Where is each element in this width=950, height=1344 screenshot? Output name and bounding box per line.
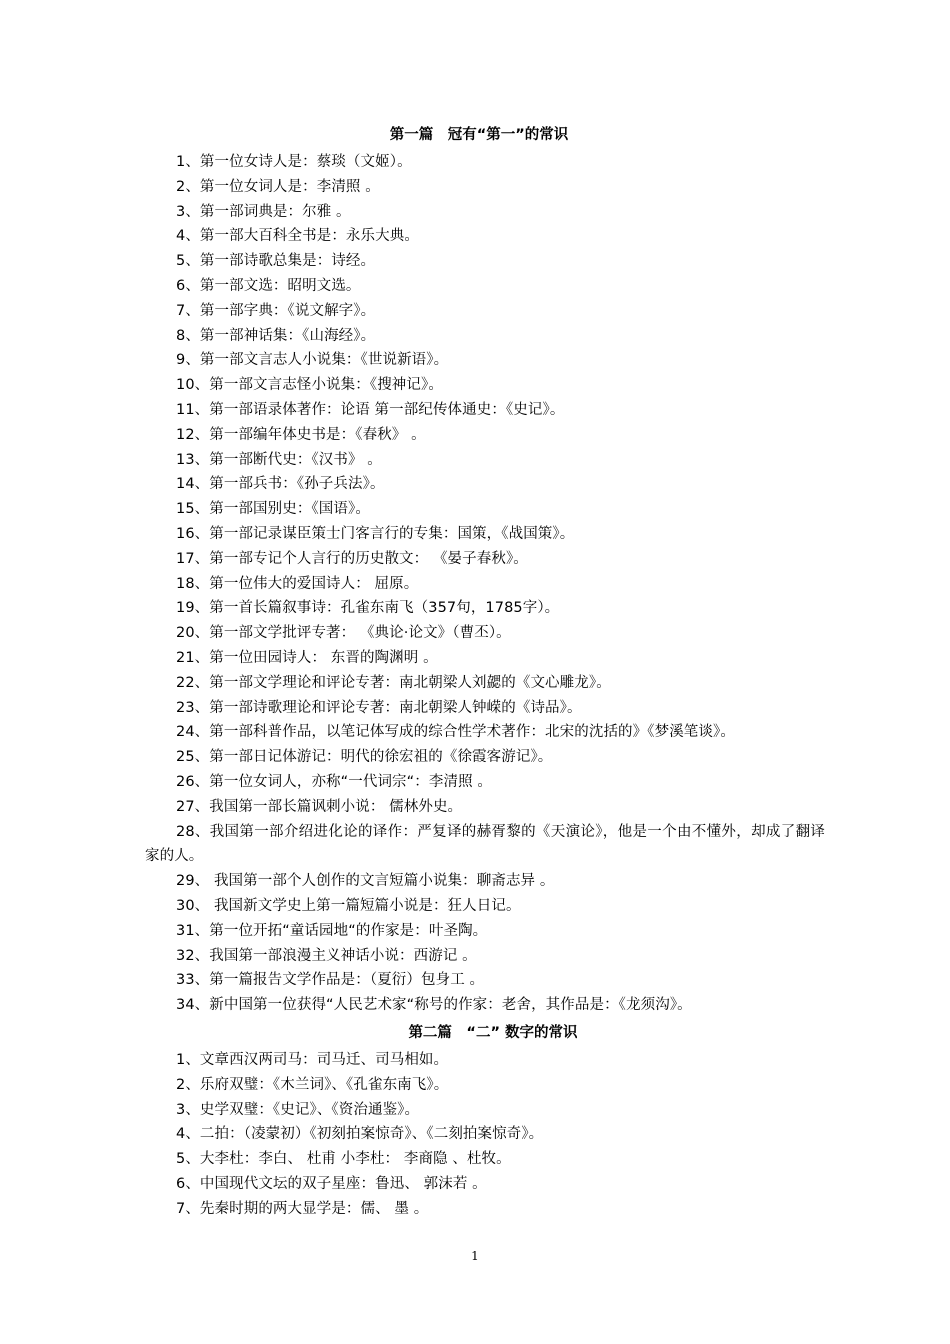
list-item: 33、第一篇报告文学作品是：（夏衍）包身工 。	[176, 972, 485, 989]
list-item: 3、第一部词典是：尔雅 。	[176, 203, 351, 220]
list-item: 32、我国第一部浪漫主义神话小说：西游记 。	[176, 947, 477, 964]
list-item: 23、第一部诗歌理论和评论专著：南北朝梁人钟嵘的《诗品》。	[176, 699, 582, 716]
list-item: 31、第一位开拓“童话园地“的作家是：叶圣陶。	[176, 922, 488, 939]
list-item: 22、第一部文学理论和评论专著：南北朝梁人刘勰的《文心雕龙》。	[176, 674, 611, 691]
list-item: 2、乐府双璧：《木兰词》、《孔雀东南飞》。	[176, 1076, 449, 1093]
list-item: 6、中国现代文坛的双子星座：鲁迅、 郭沫若 。	[176, 1175, 487, 1192]
list-item: 26、第一位女词人，亦称“一代词宗“：李清照 。	[176, 773, 492, 790]
list-item: 25、第一部日记体游记：明代的徐宏祖的《徐霞客游记》。	[176, 749, 553, 766]
list-item: 24、第一部科普作品，以笔记体写成的综合性学术著作：北宋的沈括的》《梦溪笔谈》。	[176, 724, 735, 741]
page-number: 1	[471, 1249, 479, 1263]
list-item: 17、第一部专记个人言行的历史散文： 《晏子春秋》。	[176, 550, 528, 567]
list-item: 13、第一部断代史：《汉书》 。	[176, 451, 382, 468]
list-item: 9、第一部文言志人小说集：《世说新语》。	[176, 352, 449, 369]
section-list-first	[145, 150, 825, 1018]
list-item: 3、史学双璧：《史记》、《资治通鉴》。	[176, 1101, 420, 1118]
list-item: 1、第一位女诗人是：蔡琰（文姬）。	[176, 154, 412, 170]
list-item: 18、第一位伟大的爱国诗人： 屈原。	[176, 575, 419, 592]
section-title-second: 第二篇 “二” 数字的常识	[408, 1025, 578, 1041]
list-item: 1、文章西汉两司马：司马迁、司马相如。	[176, 1052, 449, 1068]
section-list-second	[145, 1048, 825, 1222]
list-item: 16、第一部记录谋臣策士门客言行的专集：国策，《战国策》。	[176, 525, 575, 542]
list-item: 28、我国第一部介绍进化论的译作：严复译的赫胥黎的《天演论》，他是一个由不懂外，却成了翻译家的人。	[145, 823, 825, 865]
list-item: 7、第一部字典：《说文解字》。	[176, 302, 376, 319]
list-item: 10、第一部文言志怪小说集：《搜神记》。	[176, 377, 443, 394]
list-item: 2、第一位女词人是：李清照 。	[176, 178, 380, 195]
list-item: 34、新中国第一位获得“人民艺术家“称号的作家：老舍，其作品是：《龙须沟》。	[176, 997, 692, 1014]
list-item: 4、第一部大百科全书是：永乐大典。	[176, 228, 419, 245]
list-item: 11、第一部语录体著作：论语 第一部纪传体通史：《史记》。	[176, 401, 565, 418]
list-item: 4、二拍：（凌蒙初）《初刻拍案惊奇》、《二刻拍案惊奇》。	[176, 1126, 544, 1143]
list-item: 14、第一部兵书：《孙子兵法》。	[176, 476, 385, 493]
list-item: 20、第一部文学批评专著： 《典论·论文》（曹丕）。	[176, 625, 511, 642]
list-item: 8、第一部神话集：《山海经》。	[176, 327, 376, 344]
list-item: 21、第一位田园诗人： 东晋的陶渊明 。	[176, 649, 438, 666]
section-title-first: 第一篇 冠有“第一”的常识	[389, 127, 569, 143]
list-item: 15、第一部国别史：《国语》。	[176, 501, 370, 518]
list-item: 7、先秦时期的两大显学是：儒、 墨 。	[176, 1200, 429, 1217]
list-item: 30、 我国新文学史上第一篇短篇小说是：狂人日记。	[176, 897, 521, 914]
list-item: 27、我国第一部长篇讽刺小说： 儒林外史。	[176, 798, 463, 815]
list-item: 19、第一首长篇叙事诗：孔雀东南飞（357句，1785字）。	[176, 600, 560, 617]
list-item: 5、大李杜：李白、 杜甫 小李杜： 李商隐 、杜牧。	[176, 1151, 511, 1168]
list-item: 29、 我国第一部个人创作的文言短篇小说集：聊斋志异 。	[176, 873, 555, 890]
list-item: 6、第一部文选：昭明文选。	[176, 277, 361, 294]
list-item: 12、第一部编年体史书是：《春秋》 。	[176, 426, 426, 443]
list-item: 5、第一部诗歌总集是：诗经。	[176, 253, 376, 270]
